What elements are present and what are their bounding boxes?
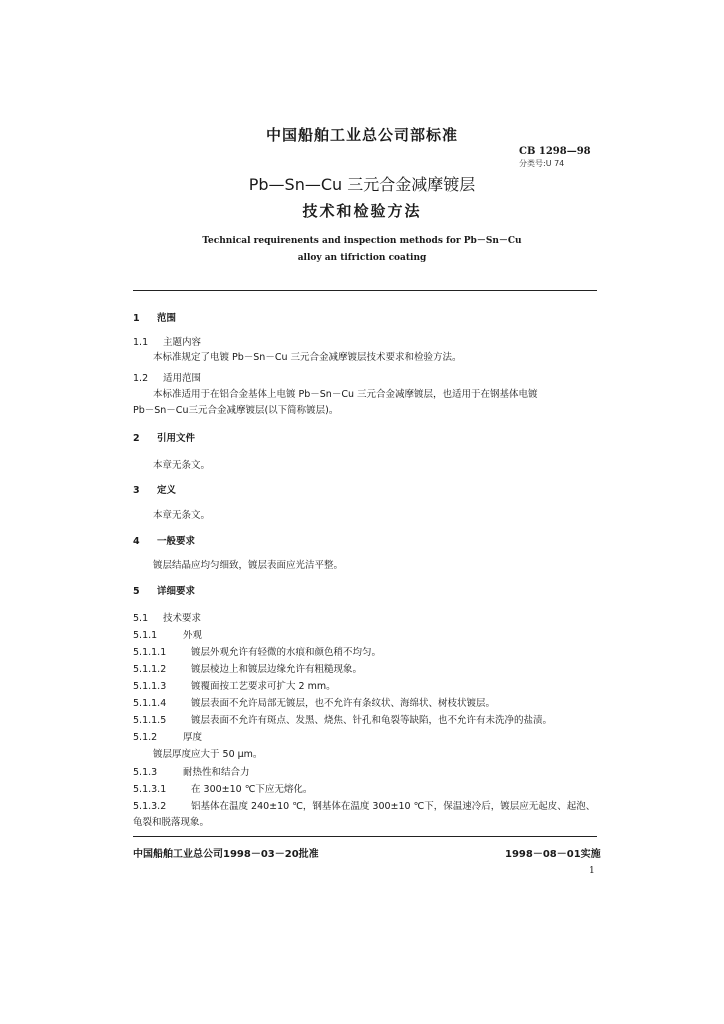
clause: 5.1.3.1 在 300±10 ℃下应无熔化。 — [133, 784, 313, 795]
clause-continuation: 龟裂和脱落现象。 — [133, 817, 210, 828]
section-heading: 5 详细要求 — [133, 586, 196, 597]
section-heading: 4 一般要求 — [133, 536, 196, 547]
paragraph: 本章无条文。 — [153, 510, 211, 521]
header-divider — [133, 290, 597, 291]
section-heading: 1 范围 — [133, 313, 177, 324]
subsection-heading: 5.1.2 厚度 — [133, 732, 203, 743]
clause: 5.1.1.5 镀层表面不允许有斑点、发黑、烧焦、针孔和龟裂等缺陷，也不允许有未洗净的盐渍。 — [133, 715, 553, 726]
subsection-heading: 1.1 主题内容 — [133, 337, 202, 348]
clause: 5.1.3.2 铝基体在温度 240±10 ℃，钢基体在温度 300±10 ℃下，保温速冷后，镀层应无起皮、起泡、 — [133, 801, 596, 812]
footer-divider — [133, 836, 597, 837]
approval-date: 中国船舶工业总公司1998－03－20批准 — [133, 849, 319, 860]
english-title-line-2: alloy an tifriction coating — [297, 253, 427, 263]
section-heading: 2 引用文件 — [133, 433, 196, 444]
paragraph: 本章无条文。 — [153, 460, 211, 471]
effective-date: 1998－08－01实施 — [505, 849, 601, 860]
clause: 5.1.1.1 镀层外观允许有轻微的水痕和颜色稍不均匀。 — [133, 647, 382, 658]
paragraph: 镀层厚度应大于 50 μm。 — [153, 749, 263, 760]
subsection-heading: 5.1 技术要求 — [133, 613, 202, 624]
paragraph: Pb－Sn－Cu三元合金减摩镀层(以下简称镀层)。 — [133, 405, 339, 416]
paragraph: 本标准适用于在铝合金基体上电镀 Pb－Sn－Cu 三元合金减摩镀层，也适用于在钢基体电镀 — [153, 389, 538, 400]
page-number: 1 — [589, 866, 595, 876]
section-heading: 3 定义 — [133, 485, 177, 496]
standard-number: CB 1298—98 — [519, 146, 591, 157]
subsection-heading: 5.1.3 耐热性和结合力 — [133, 767, 250, 778]
issuing-organization: 中国船舶工业总公司部标准 — [265, 126, 458, 144]
paragraph: 本标准规定了电镀 Pb－Sn－Cu 三元合金减摩镀层技术要求和检验方法。 — [153, 352, 462, 363]
english-title-line-1: Technical requirenents and inspection methods for Pb－Sn－Cu — [202, 236, 522, 246]
document-title-line-2: 技术和检验方法 — [302, 202, 422, 220]
clause: 5.1.1.2 镀层棱边上和镀层边缘允许有粗糙现象。 — [133, 664, 363, 675]
subsection-heading: 5.1.1 外观 — [133, 630, 203, 641]
clause: 5.1.1.4 镀层表面不允许局部无镀层，也不允许有条纹状、海绵状、树枝状镀层。 — [133, 698, 496, 709]
paragraph: 镀层结晶应均匀细致，镀层表面应光洁平整。 — [153, 560, 344, 571]
clause: 5.1.1.3 镀覆面按工艺要求可扩大 2 mm。 — [133, 681, 336, 692]
classification-number: 分类号:U 74 — [519, 159, 565, 168]
subsection-heading: 1.2 适用范围 — [133, 373, 202, 384]
document-title-line-1: Pb—Sn—Cu 三元合金减摩镀层 — [248, 175, 476, 194]
